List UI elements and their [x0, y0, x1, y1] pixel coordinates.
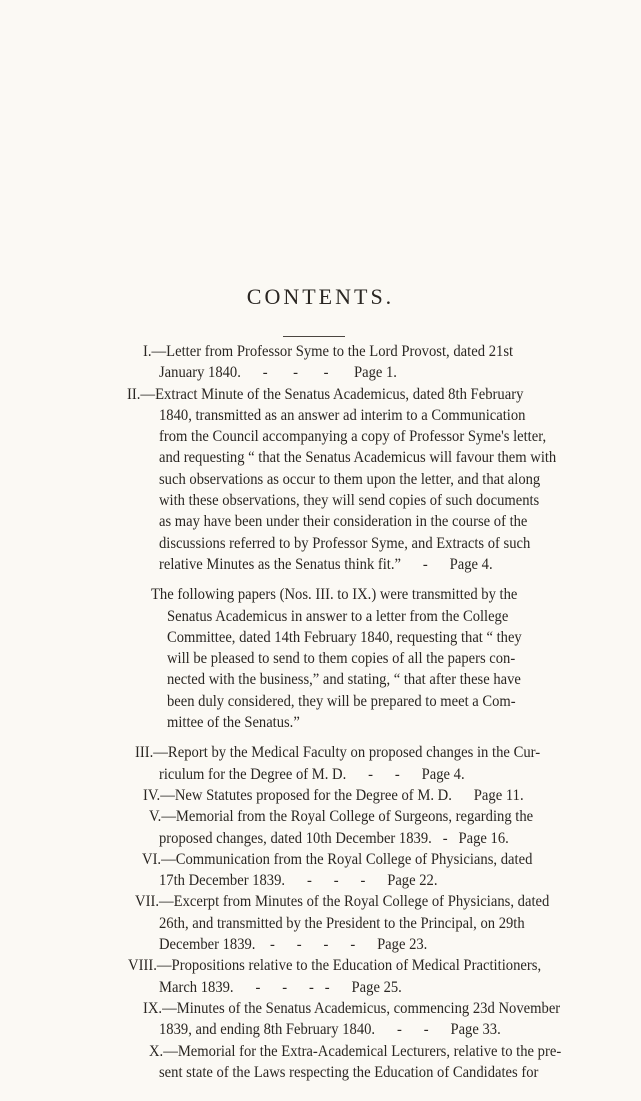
entry-line: as may have been under their consideration in the course of the: [159, 513, 528, 531]
contents-list: [0, 341, 641, 1083]
entry-line: January 1840. - - - Page 1.: [159, 364, 397, 382]
note-line: Committee, dated 14th February 1840, requesting that “ they: [167, 628, 522, 646]
note-line: The following papers (Nos. III. to IX.) were transmitted by the: [151, 586, 518, 604]
contents-entry-4: [143, 785, 641, 806]
entry-line: V.—Memorial from the Royal College of Surgeons, regarding the: [149, 808, 534, 826]
entry-line: 17th December 1839. - - - Page 22.: [159, 872, 438, 890]
entry-line: 1839, and ending 8th February 1840. - - Page 33.: [159, 1021, 501, 1039]
contents-entry-5: [149, 806, 641, 849]
entry-line: 1840, transmitted as an answer ad interim to a Communication: [159, 406, 526, 424]
contents-entry-3: [135, 742, 641, 785]
entry-line: X.—Memorial for the Extra-Academical Lecturers, relative to the pre-: [149, 1042, 562, 1060]
entry-line: VII.—Excerpt from Minutes of the Royal College of Physicians, dated: [135, 893, 550, 911]
entry-line: from the Council accompanying a copy of Professor Syme's letter,: [159, 428, 547, 446]
entry-line: VIII.—Propositions relative to the Education of Medical Practitioners,: [128, 957, 542, 975]
contents-entry-2: [127, 384, 641, 576]
note-line: will be pleased to send to them copies of all the papers con-: [167, 650, 516, 668]
transmittal-note: [151, 584, 641, 733]
note-line: Senatus Academicus in answer to a letter from the College: [167, 607, 509, 625]
note-line: been duly considered, they will be prepared to meet a Com-: [167, 692, 516, 710]
entry-line: riculum for the Degree of M. D. - - Page 4.: [159, 765, 465, 783]
entry-line: IV.—New Statutes proposed for the Degree of M. D. Page 11.: [143, 786, 524, 804]
note-line: mittee of the Senatus.”: [167, 714, 300, 732]
contents-entry-10: [149, 1041, 641, 1084]
title-rule: [283, 336, 345, 337]
page-title: CONTENTS.: [246, 284, 395, 309]
entry-line: VI.—Communication from the Royal College of Physicians, dated: [142, 850, 533, 868]
entry-line: with these observations, they will send copies of such documents: [159, 492, 540, 510]
entry-line: such observations as occur to them upon the letter, and that along: [159, 470, 541, 488]
entry-line: II.—Extract Minute of the Senatus Academicus, dated 8th February: [127, 385, 524, 403]
entry-line: and requesting “ that the Senatus Academicus will favour them with: [159, 449, 557, 467]
contents-entry-1: [143, 341, 641, 384]
contents-entry-8: [128, 955, 641, 998]
entry-line: discussions referred to by Professor Syme, and Extracts of such: [159, 534, 531, 552]
entry-line: I.—Letter from Professor Syme to the Lord Provost, dated 21st: [143, 343, 514, 360]
entry-line: December 1839. - - - - Page 23.: [159, 936, 428, 954]
contents-entry-6: [142, 849, 641, 892]
entry-line: March 1839. - - - - Page 25.: [159, 978, 402, 996]
entry-line: 26th, and transmitted by the President to the Principal, on 29th: [159, 914, 525, 932]
entry-line: proposed changes, dated 10th December 1839. - Page 16.: [159, 829, 509, 847]
entry-line: IX.—Minutes of the Senatus Academicus, commencing 23d November: [143, 999, 561, 1017]
entry-line: relative Minutes as the Senatus think fit.” - Page 4.: [159, 555, 493, 573]
contents-entry-9: [143, 998, 641, 1041]
note-line: nected with the business,” and stating, “ that after these have: [167, 671, 521, 689]
entry-line: sent state of the Laws respecting the Education of Candidates for: [159, 1063, 539, 1081]
contents-entry-7: [135, 891, 641, 955]
entry-line: III.—Report by the Medical Faculty on proposed changes in the Cur-: [135, 744, 541, 762]
